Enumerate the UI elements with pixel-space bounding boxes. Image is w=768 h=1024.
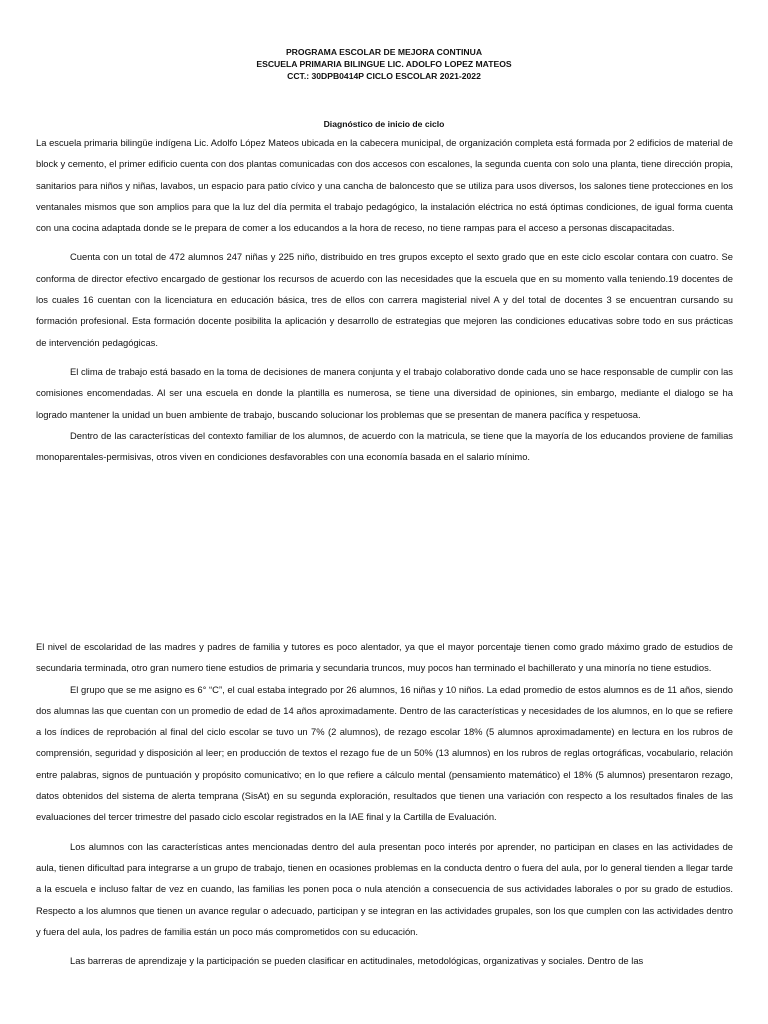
header-program: PROGRAMA ESCOLAR DE MEJORA CONTINUA (285, 47, 483, 57)
paragraph-learning-barriers: Las barreras de aprendizaje y la participación se pueden clasificar en actitudinales, metodológicas, organizativas y sociales. Dentro de las (70, 955, 644, 967)
paragraph-students-staff: Cuenta con un total de 472 alumnos 247 niñas y 225 niño, distribuido en tres grupos excepto el sexto grado que en este ciclo escolar contara con cuatro. Se conforma de director efectivo encargado de gestionar los recursos de acuerdo con las necesidades que la escuela que en su momento valla teniendo.19 docentes de los cuales 16 cuentan con la licenciatura en educación básica, tres de ellos con carrera magisterial nivel A y del total de docentes 3 se encuentran cursando su formación profesional. Esta formación docente posibilita la aplicación y desarrollo de estrategias que mejoren las condiciones educativas sobre todo en sus prácticas de intervención pedagógicas. (36, 251, 733, 348)
document-title: Diagnóstico de inicio de ciclo (323, 119, 445, 129)
header-cct: CCT.: 30DPB0414P CICLO ESCOLAR 2021-2022 (287, 71, 481, 81)
paragraph-school-facilities: La escuela primaria bilingüe indígena Lic. Adolfo López Mateos ubicada en la cabecera municipal, de organización completa está formada por 2 edificios de material de block y cemento, el primer edificio cuenta con dos plantas comunicadas con dos accesos con escalones, la segunda cuenta con solo una planta, tiene dirección propia, sanitarios para niños y niñas, lavabos, un espacio para patio cívico y una cancha de baloncesto que se utiliza para usos diversos, los salones tiene protecciones en los ventanales mismos que son amplios para que la luz del día permita el trabajo pedagógico, la instalación eléctrica no está óptimas condiciones, de igual forma cuenta con una cocina adaptada donde se le prepara de comer a los educandos a la hora de receso, no tiene rampas para el acceso a personas discapacitadas. (36, 137, 733, 234)
document-header (0, 46, 768, 82)
header-school: ESCUELA PRIMARIA BILINGUE LIC. ADOLFO LOPEZ MATEOS (256, 59, 512, 69)
section-group-diagnosis (36, 636, 733, 979)
paragraph-family-context: Dentro de las características del contexto familiar de los alumnos, de acuerdo con la matricula, se tiene que la mayoría de los educandos proviene de familias monoparentales-permisivas, otros viven en condiciones desfavorables con una economía basada en el salario mínimo. (36, 429, 733, 463)
paragraph-group-profile: El grupo que se me asigno es 6° “C”, el cual estaba integrado por 26 alumnos, 16 niñas y 10 niños. La edad promedio de estos alumnos es de 11 años, siendo dos alumnas las que cuentan con un promedio de edad de 14 años aproximadamente. Dentro de las características y necesidades de los alumnos, en lo que se refiere a los índices de reprobación al final del ciclo escolar se tuvo un 7% (2 alumnos), de rezago escolar 18% (5 alumnos aproximadamente) en lectura en los rubros de comprensión, seguridad y disposición al leer; en producción de textos el rezago fue de un 50% (13 alumnos) en los rubros de reglas ortográficas, vocabulario, relación entre palabras, signos de puntuación y propósito comunicativo; en lo que refiere a cálculo mental (pensamiento matemático) el 18% (5 alumnos) presentaron rezago, datos obtenidos del sistema de alerta temprana (SisAt) en su segunda exploración, resultados que tienen una variación con respecto a los resultados finales de las evaluaciones del tercer trimestre del pasado ciclo escolar registrados en la IAE final y la Cartilla de Evaluación. (36, 683, 733, 823)
section-school-context (36, 132, 733, 475)
paragraph-student-behavior: Los alumnos con las características antes mencionadas dentro del aula presentan poco interés por aprender, no participan en clases en las actividades de aula, tienen dificultad para integrarse a un grupo de trabajo, tienen en ocasiones problemas en la conducta dentro o fuera del aula, por lo general tienden a llegar tarde a la escuela e incluso faltar de vez en cuando, las familias les ponen poca o nula atención a consecuencia de sus actividades laborales o por su grado de estudios. Respecto a los alumnos que tienen un avance regular o adecuado, participan y se integran en las actividades grupales, son los que cumplen con las actividades dentro y fuera del aula, los padres de familia están un poco más comprometidos con su educación. (36, 840, 733, 937)
paragraph-work-climate: El clima de trabajo está basado en la toma de decisiones de manera conjunta y el trabajo colaborativo donde cada uno se hace responsable de cumplir con las comisiones encomendadas. Al ser una escuela en donde la plantilla es numerosa, se tiene una diversidad de opiniones, sin embargo, mediante el dialogo se ha logrado mantener la unidad un buen ambiente de trabajo, buscando solucionar los problemas que se presentan de manera pacífica y respetuosa. (36, 365, 733, 420)
paragraph-parent-education: El nivel de escolaridad de las madres y padres de familia y tutores es poco alentador, ya que el mayor porcentaje tienen como grado máximo grado de estudios de secundaria terminada, otro gran numero tiene estudios de primaria y secundaria truncos, muy pocos han terminado el bachillerato y una minoría no tiene estudios. (36, 641, 733, 674)
